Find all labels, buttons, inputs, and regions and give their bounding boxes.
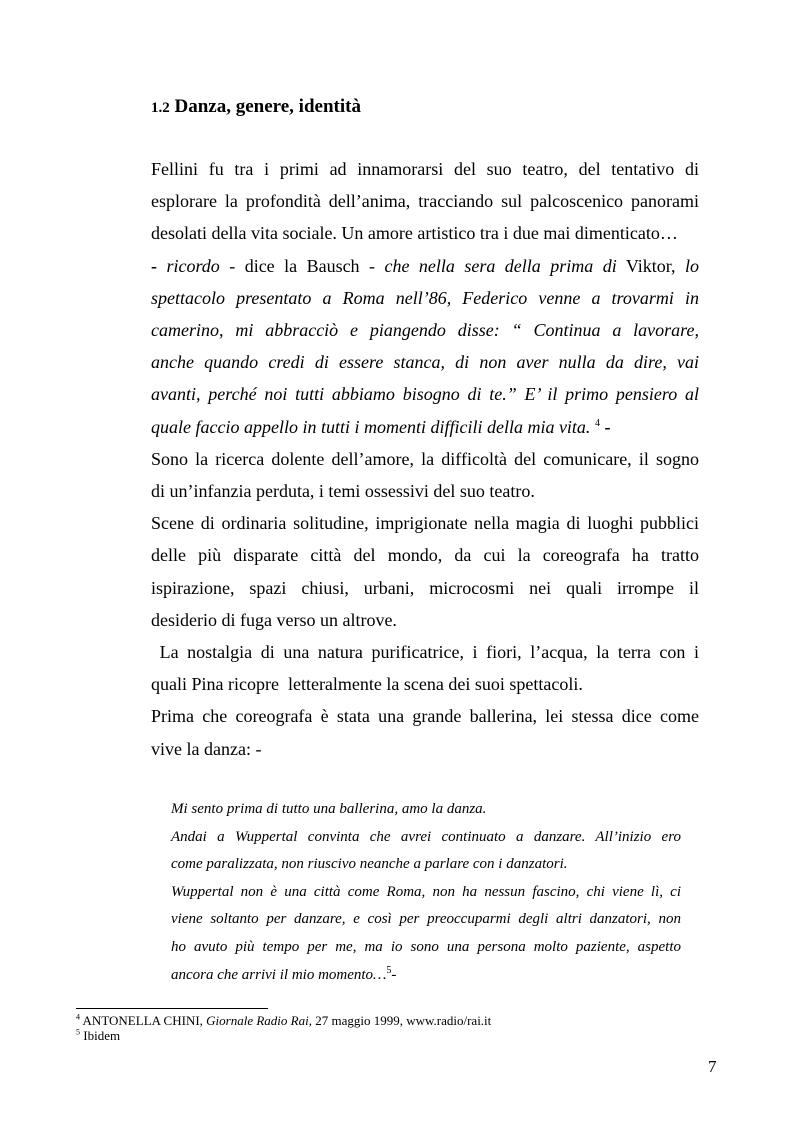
footnote-ref[interactable]: 5 [386, 964, 392, 976]
text-line: avanti, perché noi tutti abbiamo bisogno di te.” E’ il primo pensiero al [151, 384, 699, 405]
footnote-number: 4 [76, 1012, 80, 1022]
footnote-text: Ibidem [83, 1028, 121, 1043]
footnote-5 [76, 1028, 120, 1043]
section-heading [151, 96, 361, 118]
text-line: Fellini fu tra i primi ad innamorarsi del suo teatro, del tentativo di [151, 159, 699, 179]
text-line: esplorare la profondità dell’anima, tracciando sul palcoscenico panorami [151, 191, 699, 212]
page-number: 7 [708, 1057, 717, 1076]
footnote-author: ANTONELLA CHINI, [82, 1013, 203, 1028]
quote-paragraph [171, 879, 681, 989]
footnote-source: Giornale Radio Rai, [206, 1013, 312, 1028]
text-line: vive la danza: - [151, 738, 262, 759]
text-line: quale faccio appello in tutti i momenti difficili della mia vita. $^4$ - [151, 416, 611, 437]
text-line: delle più disparate città del mondo, da cui la coreografa ha tratto [151, 545, 699, 566]
footnote-4 [76, 1013, 491, 1028]
text-line: di un’infanzia perduta, i temi ossessivi del suo teatro. [151, 481, 535, 502]
quote-paragraph [171, 796, 681, 824]
text-line: Prima che coreografa è stata una grande ballerina, lei stessa dice come [151, 706, 699, 727]
paragraph [151, 700, 699, 764]
text-line: La nostalgia di una natura purificatrice, i fiori, l’acqua, la terra con i [151, 642, 699, 663]
text-line: desolati della vita sociale. Un amore artistico tra i due mai dimenticato… [151, 223, 678, 244]
paragraph [151, 443, 699, 507]
footnote-number: 5 [76, 1027, 80, 1037]
dash: - [604, 416, 611, 437]
text-line: viene soltanto per danzare, e così per preoccuparmi degli altri danzatori, non [171, 911, 681, 928]
text-line: Andai a Wuppertal convinta che avrei continuato a danzare. All’inizio ero [171, 828, 681, 845]
text-line: desiderio di fuga verso un altrove. [151, 609, 397, 630]
section-title: Danza, genere, identità [174, 96, 361, 117]
text-line: ispirazione, spazi chiusi, urbani, microcosmi nei quali irrompe il [151, 577, 699, 598]
footnote-ref[interactable]: 4 [594, 417, 600, 429]
body-text [151, 153, 699, 765]
text-line: ancora che arrivi il mio momento…$^5$- [171, 964, 397, 983]
block-quote [171, 796, 681, 989]
dash: - [391, 966, 397, 983]
footnote-details: 27 maggio 1999, www.radio/rai.it [315, 1013, 492, 1028]
text-line: anche quando credi di essere stanca, di non aver nulla da dire, vai [151, 352, 699, 373]
footnote-separator [76, 1008, 268, 1009]
paragraph [151, 153, 699, 250]
text-line: Scene di ordinaria solitudine, imprigionate nella magia di luoghi pubblici [151, 513, 699, 534]
paragraph [151, 507, 699, 636]
text-line: Wuppertal non è una città come Roma, non ha nessun fascino, chi viene lì, ci [171, 883, 681, 900]
text-line: quali Pina ricopre letteralmente la scena dei suoi spettacoli. [151, 674, 583, 695]
quote-paragraph [171, 824, 681, 879]
text-line: camerino, mi abbracciò e piangendo disse: “ Continua a lavorare, [151, 320, 699, 341]
quoted-paragraph [151, 250, 699, 443]
text-line: spettacolo presentato a Roma nell’86, Federico venne a trovarmi in [151, 287, 699, 308]
paragraph [151, 636, 699, 700]
text-line: - ricordo - dice la Bausch - che nella sera della prima di Viktor, lo [151, 255, 700, 276]
text-line: ho avuto più tempo per me, ma io sono una persona molto paziente, aspetto [171, 938, 681, 955]
text-line: Sono la ricerca dolente dell’amore, la difficoltà del comunicare, il sogno [151, 448, 699, 469]
text-line: Mi sento prima di tutto una ballerina, amo la danza. [171, 801, 487, 817]
section-number: 1.2 [151, 100, 170, 116]
text-line: come paralizzata, non riuscivo neanche a parlare con i danzatori. [171, 856, 568, 873]
dash: - [151, 255, 157, 276]
